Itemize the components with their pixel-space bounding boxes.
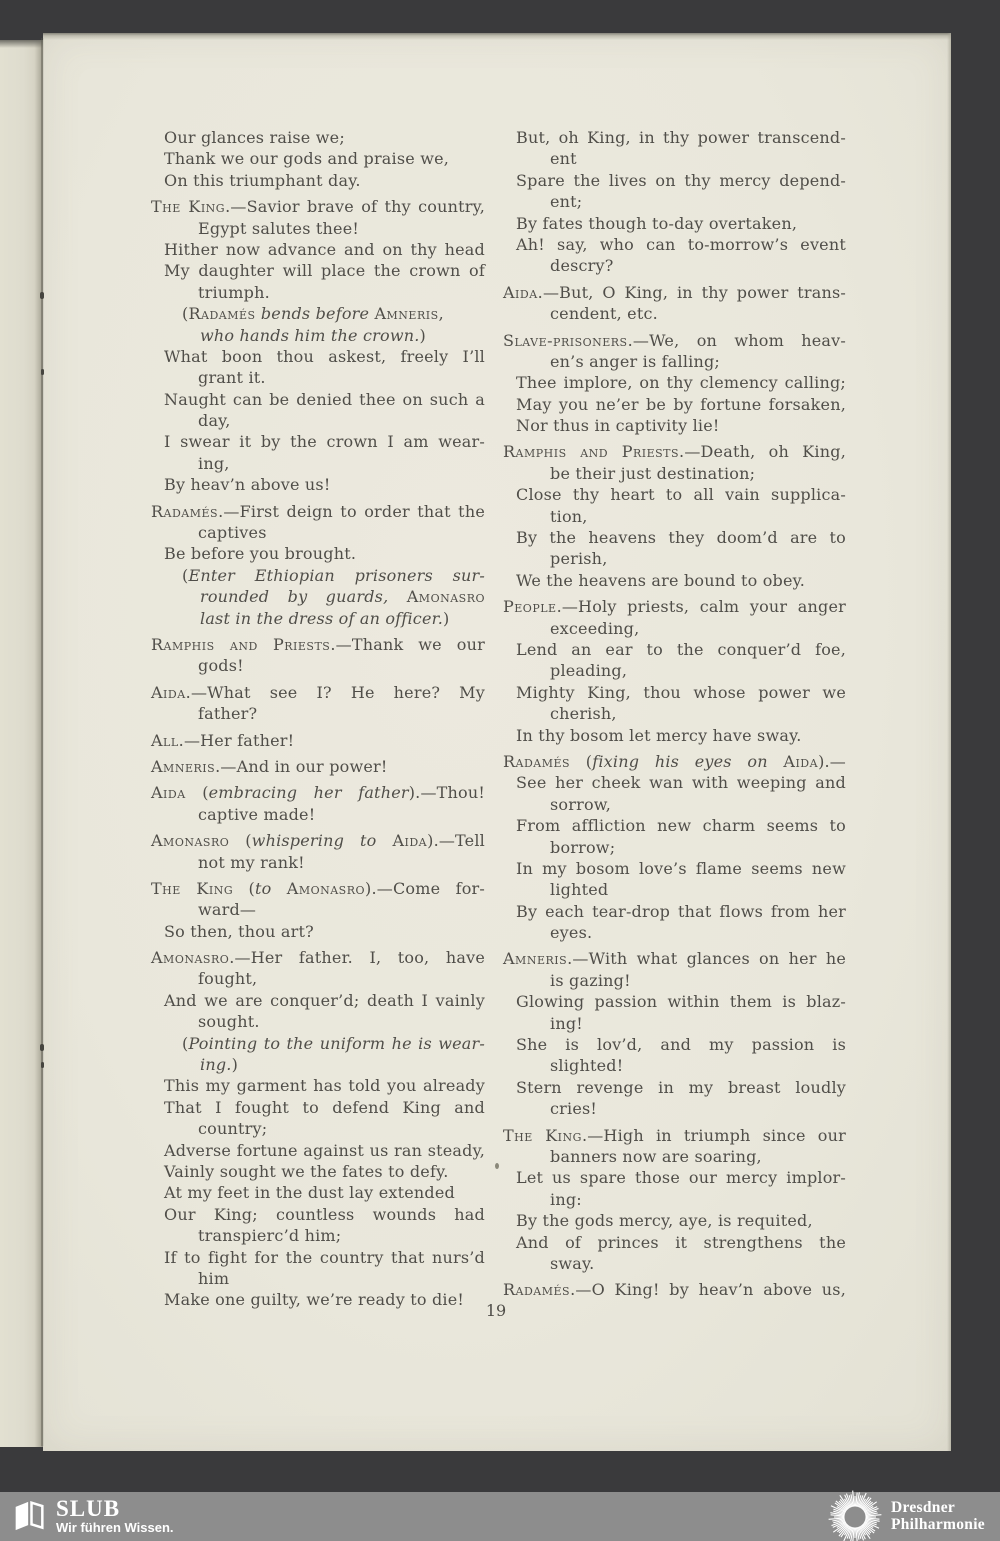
slub-text-block [56, 1495, 174, 1535]
libretto-line: Our glances raise we; [164, 128, 345, 147]
libretto-line: father? [198, 704, 258, 724]
libretto-line: Amneris.—With what glances on her he [503, 949, 846, 969]
libretto-line: (Radamés bends before Amneris, [182, 304, 444, 324]
libretto-line: ing, [198, 453, 230, 473]
libretto-line: I swear it by the crown I am wear- [164, 432, 485, 452]
libretto-line: Spare the lives on thy mercy depend- [516, 170, 846, 190]
libretto-line: What boon thou askest, freely I’ll [164, 346, 485, 366]
page-number: 19 [485, 1301, 507, 1320]
libretto-line: Aida.—But, O King, in thy power trans- [503, 282, 846, 302]
libretto-line: Close thy heart to all vain supplica- [516, 485, 846, 505]
libretto-line: On this triumphant day. [164, 170, 361, 190]
partner-name-line1: Dresdner [890, 1499, 956, 1516]
slub-tagline: Wir führen Wissen. [56, 1519, 174, 1535]
libretto-line: By fates though to-day overtaken, [516, 213, 798, 233]
slub-wordmark: SLUB [56, 1495, 121, 1521]
libretto-line: Vainly sought we the fates to defy. [164, 1161, 449, 1181]
libretto-line: Amonasro.—Her father. I, too, have [151, 948, 485, 968]
slub-logo[interactable] [14, 1495, 174, 1535]
libretto-line: banners now are soaring, [550, 1146, 762, 1166]
libretto-line: Amonasro (whispering to Aida).—Tell [151, 831, 485, 851]
libretto-line: Thee implore, on thy clemency calling; [516, 373, 846, 393]
libretto-line: She is lov’d, and my passion is [516, 1035, 846, 1055]
libretto-line: ing! [550, 1013, 583, 1033]
libretto-line: ward— [198, 900, 257, 920]
libretto-line: By each tear-drop that flows from her [516, 901, 846, 921]
libretto-line: who hands him the crown.) [200, 325, 426, 345]
libretto-line: Our King; countless wounds had [164, 1204, 485, 1224]
libretto-line: gods! [198, 656, 244, 676]
libretto-line: People.—Holy priests, calm your anger [503, 597, 846, 617]
libretto-line: The King (to Amonasro).—Come for- [151, 878, 486, 898]
binding-stitch [41, 369, 44, 375]
libretto-line: Mighty King, thou whose power we [516, 682, 846, 702]
binding-stitch [40, 292, 44, 299]
libretto-column-right [503, 127, 846, 1301]
libretto-line: Aida (embracing her father).—Thou! [151, 783, 485, 803]
libretto-line: Ramphis and Priests.—Thank we our [151, 634, 485, 654]
libretto-line: Radamés.—First deign to order that the [151, 501, 485, 521]
libretto-line: cries! [550, 1099, 598, 1119]
libretto-line: ing.) [200, 1055, 239, 1075]
paper-speck [495, 1163, 499, 1169]
libretto-line: Ramphis and Priests.—Death, oh King, [503, 442, 846, 462]
libretto-line: Be before you brought. [164, 544, 357, 564]
libretto-line: By heav’n above us! [164, 475, 331, 495]
libretto-line: At my feet in the dust lay extended [164, 1183, 455, 1203]
libretto-line: Amneris.—And in our power! [151, 756, 388, 776]
libretto-line: be their just destination; [550, 463, 756, 483]
libretto-line: All.—Her father! [151, 730, 295, 750]
libretto-line: Lend an ear to the conquer’d foe, [516, 639, 846, 659]
binding-stitch [41, 1062, 44, 1068]
libretto-line: Make one guilty, we’re ready to die! [164, 1290, 465, 1310]
libretto-line: lighted [550, 880, 609, 900]
libretto-line: Hither now advance and on thy head [164, 239, 485, 259]
libretto-line: en’s anger is falling; [550, 351, 721, 371]
libretto-line: ent; [550, 192, 583, 212]
libretto-line: grant it. [198, 368, 266, 388]
binding-fold [41, 38, 44, 1446]
libretto-line: Slave-prisoners.—We, on whom heav- [503, 330, 846, 350]
libretto-line: In my bosom love’s flame seems new [516, 858, 846, 878]
libretto-line: Naught can be denied thee on such a [164, 389, 485, 409]
libretto-line: Aida.—What see I? He here? My [151, 682, 485, 702]
libretto-line: Thank we our gods and praise we, [164, 149, 450, 169]
dresdner-philharmonie-logo[interactable] [828, 1490, 985, 1541]
libretto-line: pleading, [550, 661, 628, 681]
libretto-line: If to fight for the country that nurs’d [164, 1247, 485, 1267]
libretto-line: Radamés (fixing his eyes on Aida).— [503, 751, 846, 771]
binding-stitch [40, 1044, 44, 1051]
libretto-line: Stern revenge in my breast loudly [516, 1077, 846, 1097]
libretto-line: May you ne’er be by fortune forsaken, [516, 394, 846, 414]
libretto-line: rounded by guards, Amonasro [200, 587, 485, 607]
libretto-line: captive made! [198, 804, 316, 824]
libretto-line: perish, [550, 549, 608, 569]
libretto-line: This my garment has told you already [164, 1076, 485, 1096]
libretto-line: descry? [550, 256, 614, 276]
libretto-line: ent [550, 149, 577, 169]
libretto-line: ing: [550, 1189, 582, 1209]
libretto-line: And of princes it strengthens the [516, 1232, 846, 1252]
libretto-line: Egypt salutes thee! [198, 218, 359, 238]
libretto-line: Glowing passion within them is blaz- [516, 992, 846, 1012]
libretto-line: sought. [198, 1012, 260, 1032]
libretto-line: captives [198, 523, 267, 543]
libretto-line: is gazing! [550, 970, 631, 990]
partner-name [891, 1500, 985, 1533]
libretto-line: exceeding, [550, 618, 640, 638]
libretto-line: sway. [550, 1253, 595, 1273]
libretto-line: (Pointing to the uniform he is wear- [182, 1033, 485, 1053]
libretto-line: In thy bosom let mercy have sway. [516, 725, 802, 745]
libretto-line: And we are conquer’d; death I vainly [164, 990, 485, 1010]
libretto-line: eyes. [550, 923, 593, 943]
libretto-line: day, [198, 411, 231, 431]
libretto-line: Ah! say, who can to-morrow’s event [516, 234, 846, 254]
libretto-line: But, oh King, in thy power transcend- [516, 128, 846, 147]
libretto-line: By the gods mercy, aye, is requited, [516, 1211, 813, 1231]
sunburst-icon [828, 1490, 882, 1541]
libretto-line: triumph. [198, 282, 270, 302]
libretto-line: transpierc’d him; [198, 1226, 342, 1246]
libretto-line: (Enter Ethiopian prisoners sur- [182, 565, 485, 585]
libretto-line: him [198, 1268, 230, 1288]
libretto-line: So then, thou art? [164, 921, 314, 941]
libretto-line: From affliction new charm seems to [516, 816, 846, 836]
libretto-line: See her cheek wan with weeping and [516, 773, 846, 793]
libretto-line: My daughter will place the crown of [164, 261, 485, 281]
libretto-line: tion, [550, 506, 588, 526]
libretto-line: borrow; [550, 837, 616, 857]
libretto-line: We the heavens are bound to obey. [516, 570, 806, 590]
libretto-line: slighted! [550, 1056, 624, 1076]
viewer-footer-bar [0, 1492, 1000, 1541]
libretto-line: last in the dress of an officer.) [200, 608, 450, 628]
libretto-line: Nor thus in captivity lie! [516, 416, 720, 436]
libretto-line: Adverse fortune against us ran steady, [164, 1140, 485, 1160]
libretto-line: country; [198, 1119, 268, 1139]
libretto-line: not my rank! [198, 852, 305, 872]
libretto-line: fought, [198, 969, 258, 989]
libretto-line: The King.—Savior brave of thy country, [151, 197, 485, 217]
libretto-line: The King.—High in triumph since our [503, 1125, 846, 1145]
partner-name-line2: Philharmonie [890, 1515, 985, 1533]
slub-book-icon [14, 1499, 44, 1533]
libretto-line: Radamés.—O King! by heav’n above us, [503, 1280, 846, 1300]
previous-page-edge [0, 40, 43, 1447]
libretto-line: sorrow, [550, 794, 612, 814]
libretto-line: That I fought to defend King and [164, 1097, 485, 1117]
libretto-line: cherish, [550, 704, 617, 724]
libretto-line: cendent, etc. [550, 304, 658, 324]
libretto-column-left [151, 127, 485, 1311]
libretto-line: Let us spare those our mercy implor- [516, 1168, 846, 1188]
libretto-line: By the heavens they doom’d are to [516, 528, 846, 548]
